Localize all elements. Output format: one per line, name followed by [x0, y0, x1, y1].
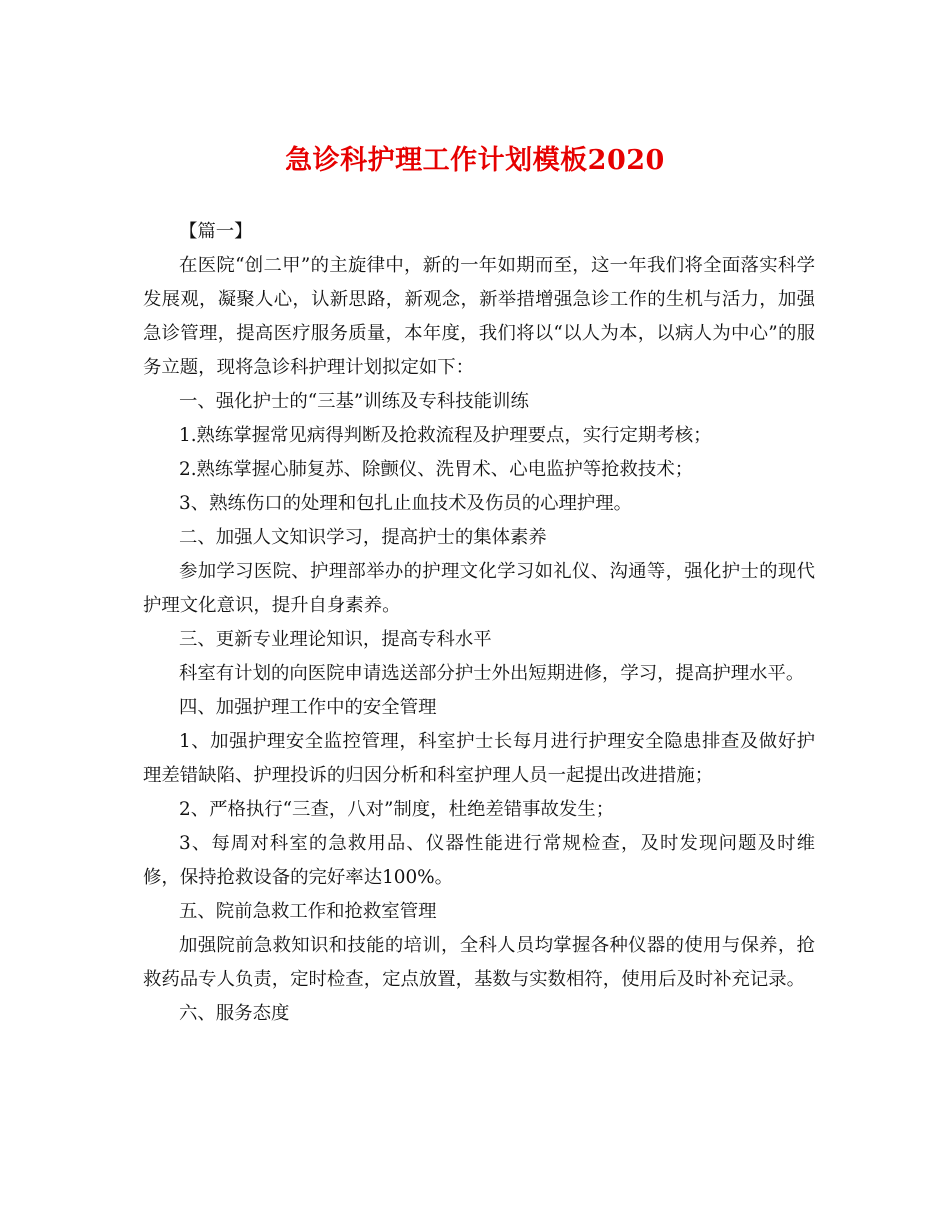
- list-item: 1、加强护理安全监控管理，科室护士长每月进行护理安全隐患排查及做好护理差错缺陷、护理投诉的归因分析和科室护理人员一起提出改进措施；: [143, 731, 815, 786]
- heading-section-5: 五、院前急救工作和抢救室管理: [179, 901, 437, 922]
- paragraph: 参加学习医院、护理部举办的护理文化学习如礼仪、沟通等，强化护士的现代护理文化意识，提升自身素养。: [143, 561, 815, 616]
- heading-section-6: 六、服务态度: [179, 1003, 290, 1024]
- document-title: 急诊科护理工作计划模板2020: [285, 145, 665, 176]
- list-item: 3、每周对科室的急救用品、仪器性能进行常规检查，及时发现问题及时维修，保持抢救设备的完好率达100%。: [143, 833, 815, 888]
- paragraph-intro: 在医院“创二甲”的主旋律中，新的一年如期而至，这一年我们将全面落实科学发展观，凝聚人心，认新思路，新观念，新举措增强急诊工作的生机与活力，加强急诊管理，提高医疗服务质量，本年度，我们将以“以人为本，以病人为中心”的服务立题，现将急诊科护理计划拟定如下：: [143, 255, 815, 378]
- list-item: 3、熟练伤口的处理和包扎止血技术及伤员的心理护理。: [179, 493, 633, 514]
- list-item: 2、严格执行“三查，八对”制度，杜绝差错事故发生；: [179, 799, 615, 820]
- paragraph: 科室有计划的向医院申请选送部分护士外出短期进修，学习，提高护理水平。: [179, 663, 805, 684]
- heading-section-1: 一、强化护士的“三基”训练及专科技能训练: [179, 391, 529, 412]
- list-item: 2.熟练掌握心肺复苏、除颤仪、洗胃术、心电监护等抢救技术；: [179, 459, 694, 480]
- document-body: [143, 215, 815, 1031]
- list-item: 1.熟练掌握常见病得判断及抢救流程及护理要点，实行定期考核；: [179, 425, 712, 446]
- heading-section-3: 三、更新专业理论知识，提高专科水平: [179, 629, 492, 650]
- heading-section-4: 四、加强护理工作中的安全管理: [179, 697, 437, 718]
- heading-section-2: 二、加强人文知识学习，提高护士的集体素养: [179, 527, 547, 548]
- paragraph: 加强院前急救知识和技能的培训，全科人员均掌握各种仪器的使用与保养，抢救药品专人负责，定时检查，定点放置，基数与实数相符，使用后及时补充记录。: [143, 935, 815, 990]
- paragraph-section-label: 【篇一】: [179, 221, 253, 242]
